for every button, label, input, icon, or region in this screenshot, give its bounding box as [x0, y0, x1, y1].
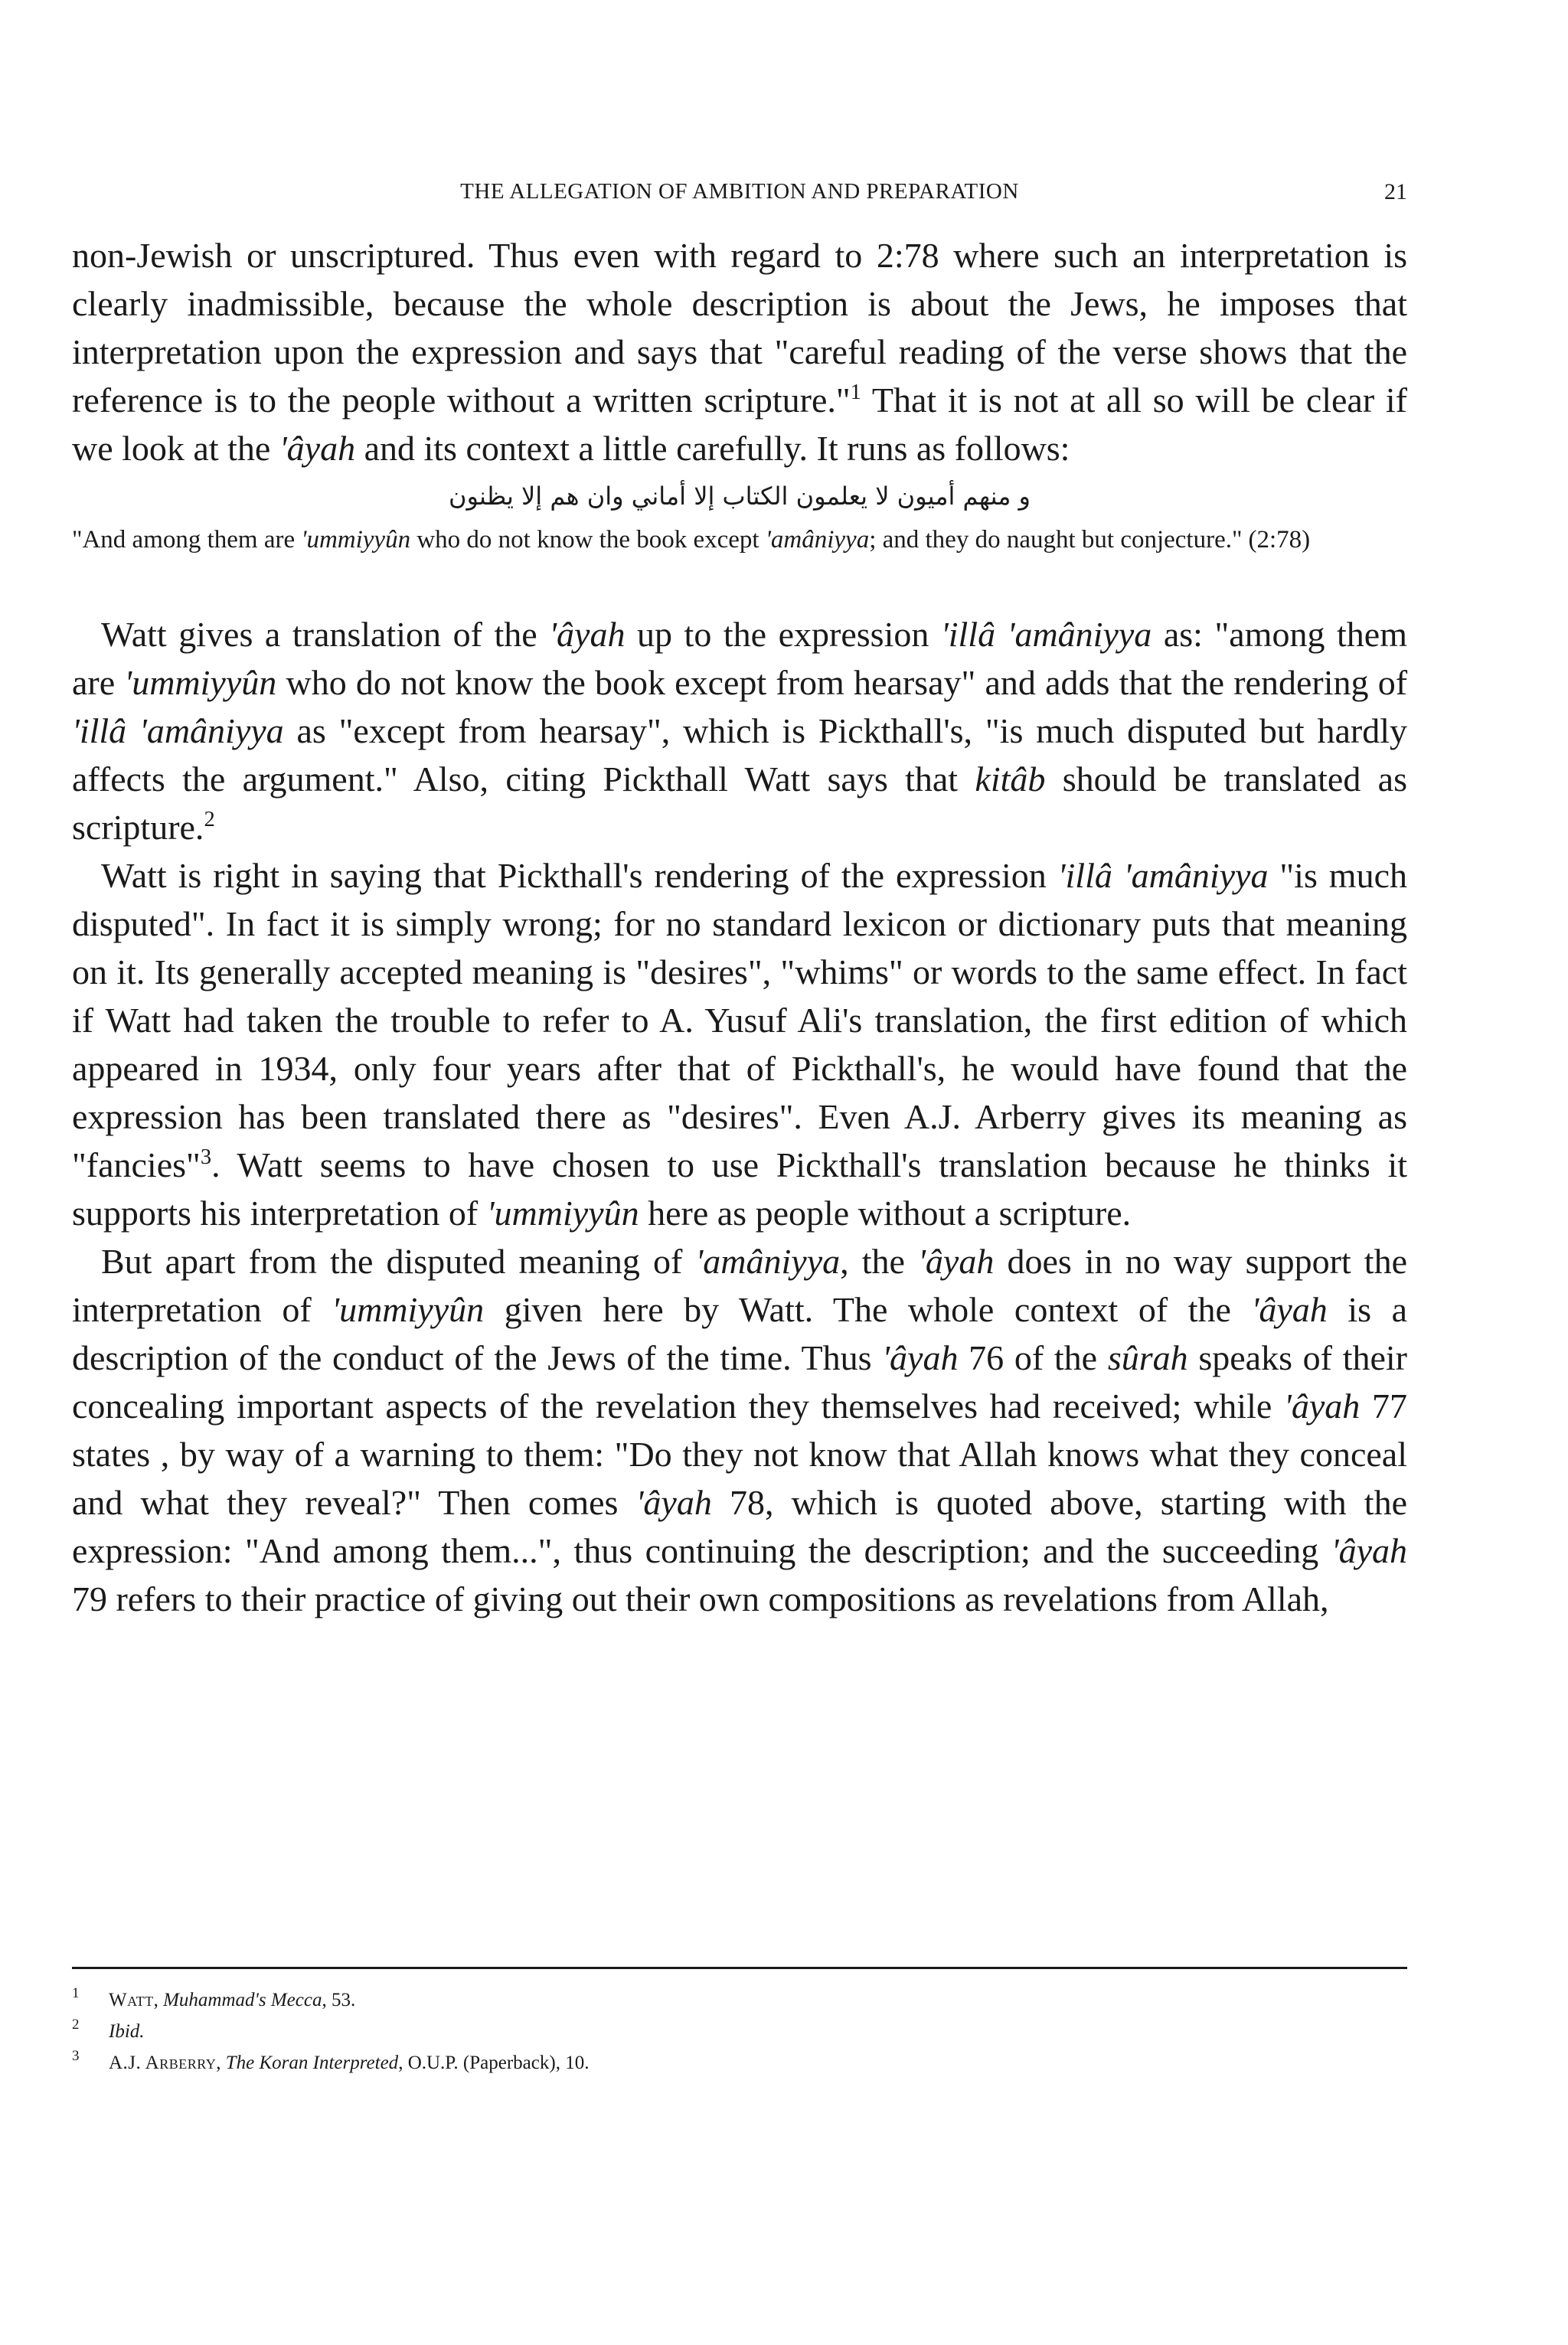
footnote-ref-2: 2: [204, 807, 215, 831]
footnote-1: 1 Watt, Muhammad's Mecca, 53.: [72, 1984, 1407, 2016]
paragraph-4: But apart from the disputed meaning of 'amâniyya, the 'âyah does in no way support the interpretation of 'ummiyyûn given here by Watt. The whole context of the 'âyah is a description of the conduct of the Jews of the time. Thus 'âyah 76 of the sûrah speaks of their concealing important aspects of the revelation they themselves had received; while 'âyah 77 states , by way of a warning to them: "Do they not know that Allah knows what they conceal and what they reveal?" Then comes 'âyah 78, which is quoted above, starting with the expression: "And among them...", thus continuing the description; and the succeeding 'âyah 79 refers to their practice of giving out their own compositions as revelations from Allah,: [72, 1242, 1408, 1618]
body-text: [72, 231, 1407, 1623]
verse-citation: (2:78): [1248, 526, 1311, 554]
page-header: [72, 179, 1407, 210]
footnote-number: 1: [72, 1985, 80, 2001]
book-page: [72, 0, 1407, 2345]
footnote-ref-1: 1: [850, 380, 861, 404]
footnote-author: Watt: [109, 1990, 154, 2010]
verse-translation: "And among them are 'ummiyyûn who do not know the book except 'amâniyya; and they do naught but conjecture." (2:78): [72, 526, 1311, 554]
footnote-title: Muhammad's Mecca: [163, 1990, 322, 2010]
footnote-divider: [72, 1967, 1407, 1969]
footnote-3: 3 A.J. Arberry, The Koran Interpreted, O.U.P. (Paperback), 10.: [72, 2047, 1407, 2079]
footnote-ref-3: 3: [200, 1145, 212, 1169]
footnote-number: 3: [72, 2048, 80, 2064]
footnote-title: The Koran Interpreted: [225, 2053, 399, 2073]
footnote-number: 2: [72, 2017, 80, 2033]
running-head: THE ALLEGATION OF AMBITION AND PREPARATION: [460, 179, 1019, 204]
paragraph-1: non-Jewish or unscriptured. Thus even with regard to 2:78 where such an interpretation is clearly inadmissible, because the whole description is about the Jews, he imposes that interpretation upon the expression and says that "careful reading of the verse shows that the reference is to the people without a written scripture."$^1$ That it is not at all so will be clear if we look at the 'âyah and its context a little carefully. It runs as follows:: [72, 236, 1407, 468]
arabic-verse: و منهم أميون لا يعلمون الكتاب إلا أماني وان هم إلا يظنون: [449, 482, 1031, 511]
footnotes: [72, 1984, 1407, 2079]
paragraph-2: Watt gives a translation of the 'âyah up to the expression 'illâ 'amâniyya as: "among them are 'ummiyyûn who do not know the book except from hearsay" and adds that the rendering of 'illâ 'amâniyya as "except from hearsay", which is Pickthall's, "is much disputed but hardly affects the argument." Also, citing Pickthall Watt says that kitâb should be translated as scripture.$^2$: [72, 615, 1408, 847]
page-number: 21: [1384, 179, 1407, 204]
footnote-2: [72, 2016, 1407, 2047]
footnote-author: A.J. Arberry: [109, 2053, 217, 2073]
footnote-title: Ibid.: [109, 2021, 145, 2042]
paragraph-3: Watt is right in saying that Pickthall's rendering of the expression 'illâ 'amâniyya "is much disputed". In fact it is simply wrong; for no standard lexicon or dictionary puts that meaning on it. Its generally accepted meaning is "desires", "whims" or words to the same effect. In fact if Watt had taken the trouble to refer to A. Yusuf Ali's translation, the first edition of which appeared in 1934, only four years after that of Pickthall's, he would have found that the expression has been translated there as "desires". Even A.J. Arberry gives its meaning as "fancies"$^3$. Watt seems to have chosen to use Pickthall's translation because he thinks it supports his interpretation of 'ummiyyûn here as people without a scripture.: [72, 856, 1407, 1233]
